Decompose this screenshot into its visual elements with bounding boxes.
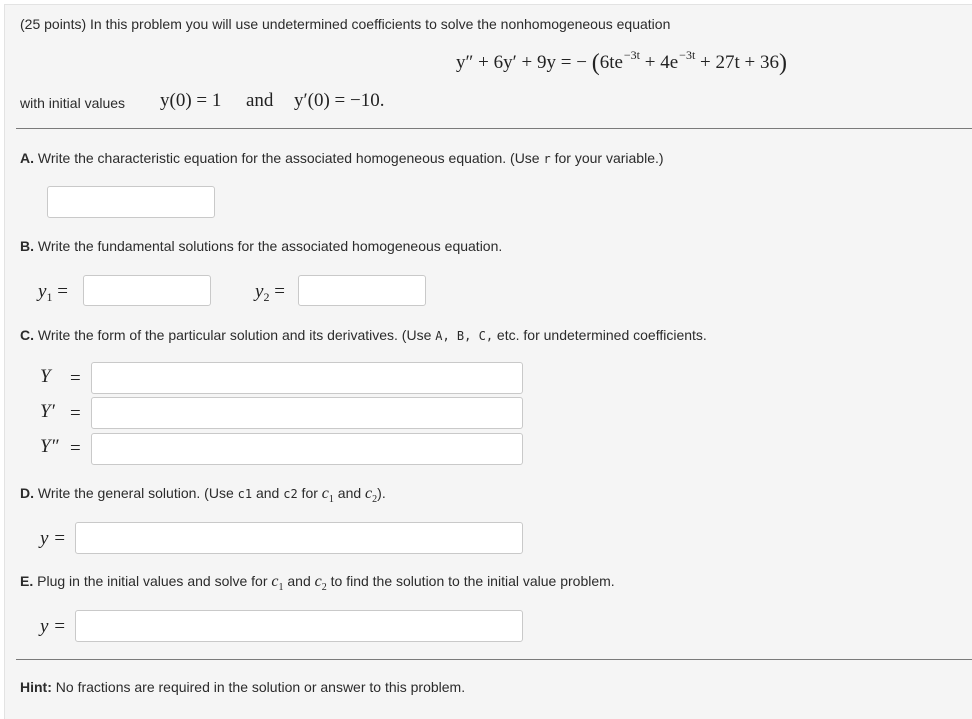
equation-lhs: y″ + 6y′ + 9y = − xyxy=(456,52,587,73)
particular-Ydoubleprime-input[interactable] xyxy=(91,433,523,465)
part-e-c1: $c_1$ xyxy=(271,573,284,593)
Yp-eq: = xyxy=(70,403,81,424)
Ypp-label: Y″ xyxy=(40,436,59,457)
initial-and: and xyxy=(246,90,274,111)
part-c-text2: etc. for undetermined coefficients. xyxy=(493,327,707,343)
main-equation xyxy=(456,50,787,77)
hint xyxy=(20,679,465,695)
y1-input[interactable] xyxy=(83,275,211,306)
paren-close: ) xyxy=(779,50,787,76)
part-e-label: E. xyxy=(20,573,34,589)
part-b-label: B. xyxy=(20,238,34,254)
initial-values-prefix: with initial values xyxy=(20,95,126,111)
part-a-text1: Write the characteristic equation for the associated homogeneous equation. (Use xyxy=(34,150,544,166)
initial-cond1: y(0) = 1 xyxy=(160,90,222,111)
ivp-solution-input[interactable] xyxy=(75,610,523,642)
part-d-c2: $c_2$ xyxy=(365,485,378,505)
Y-eq: = xyxy=(70,368,81,389)
part-b-prompt xyxy=(20,238,502,254)
part-d-c1: $c_1$ xyxy=(321,485,334,505)
part-b-text: Write the fundamental solutions for the associated homogeneous equation. xyxy=(34,238,503,254)
equation-exp1: −3t xyxy=(623,48,641,62)
y1-label: $y_1$ = xyxy=(38,281,68,304)
equation-term1: 6te xyxy=(599,52,623,73)
part-c-text1: Write the form of the particular solution and its derivatives. (Use xyxy=(34,327,436,343)
part-c-codes: A, B, C, xyxy=(435,329,494,343)
part-c-prompt xyxy=(20,327,707,343)
equation-exp2: −3t xyxy=(679,48,696,62)
part-c-label: C. xyxy=(20,327,34,343)
part-a-prompt xyxy=(20,150,664,166)
divider-top xyxy=(16,128,972,129)
part-d-prompt: D. Write the general solution. (Use c1 and c2 for $c_1$ and $c_2$). xyxy=(20,485,386,505)
part-a-var: r xyxy=(543,152,551,166)
hint-text: No fractions are required in the solution or answer to this problem. xyxy=(51,679,466,695)
part-e-c2: $c_2$ xyxy=(314,573,327,593)
general-solution-input[interactable] xyxy=(75,522,523,554)
part-a-text2: for your variable.) xyxy=(550,150,664,166)
characteristic-equation-input[interactable] xyxy=(47,186,215,218)
part-d-label: D. xyxy=(20,485,34,501)
part-e-prompt: E. Plug in the initial values and solve for $c_1$ and $c_2$ to find the solution to the initial value problem. xyxy=(20,573,615,593)
part-d-code1: c1 xyxy=(237,487,253,501)
initial-cond2: y′(0) = −10. xyxy=(294,90,385,111)
Ypp-eq: = xyxy=(70,438,81,459)
equation-rest: + 27t + 36 xyxy=(695,52,779,73)
part-d-code2: c2 xyxy=(283,487,298,501)
intro-text: (25 points) In this problem you will use undetermined coefficients to solve the nonhomogeneous equation xyxy=(20,16,671,32)
hint-label: Hint: xyxy=(20,679,52,695)
part-a-label: A. xyxy=(20,150,34,166)
y2-label: $y_2$ = xyxy=(255,281,285,304)
particular-Y-input[interactable] xyxy=(91,362,523,394)
ivp-solution-label: y = xyxy=(40,616,67,637)
Y-label: Y xyxy=(40,366,51,387)
equation-plus1: + 4e xyxy=(640,52,679,73)
paren-open: ( xyxy=(591,50,600,76)
y2-input[interactable] xyxy=(298,275,426,306)
Yp-label: Y′ xyxy=(40,401,55,422)
divider-bottom xyxy=(16,659,972,660)
general-solution-label: y = xyxy=(40,528,67,549)
particular-Yprime-input[interactable] xyxy=(91,397,523,429)
